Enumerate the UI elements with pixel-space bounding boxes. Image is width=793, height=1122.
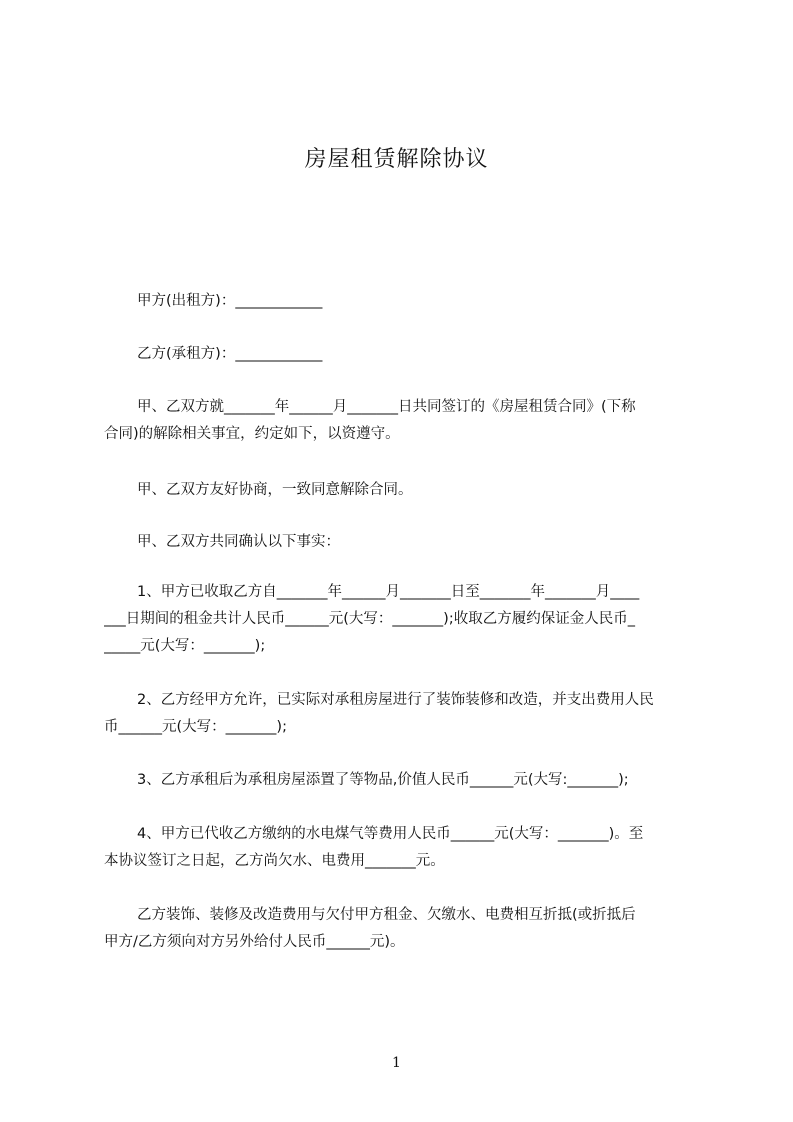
item-3-line: 3、乙方承租后为承租房屋添置了等物品,价值人民币______元(大写:_______); [137, 772, 629, 788]
item-4-line-1: 4、甲方已代收乙方缴纳的水电煤气等费用人民币______元(大写：_______)。至 [137, 826, 644, 842]
intro-line-1: 甲、乙双方就_______年______月_______日共同签订的《房屋租赁合同》(下称 [137, 399, 636, 415]
confirm-line: 甲、乙双方共同确认以下事实： [137, 534, 340, 550]
offset-line-2: 甲方/乙方须向对方另外给付人民币______元)。 [104, 934, 405, 950]
item-2-line-1: 2、乙方经甲方允许，已实际对承租房屋进行了装饰装修和改造，并支出费用人民 [137, 692, 654, 708]
item-1-line-1: 1、甲方已收取乙方自_______年______月_______日至_______年_______月____ [137, 584, 640, 600]
item-1-line-3: _____元(大写：_______); [104, 638, 266, 654]
party-b-line: 乙方(承租方)：____________ [137, 346, 323, 362]
item-4-line-2: 本协议签订之日起，乙方尚欠水、电费用_______元。 [104, 853, 445, 869]
offset-line-1: 乙方装饰、装修及改造费用与欠付甲方租金、欠缴水、电费相互折抵(或折抵后 [137, 907, 636, 923]
document-title: 房屋租赁解除协议 [304, 147, 489, 172]
item-1-line-2: ___日期间的租金共计人民币______元(大写：_______);收取乙方履约保证金人民币_ [104, 611, 635, 627]
item-2-line-2: 币______元(大写：_______); [104, 719, 287, 735]
agreement-line: 甲、乙双方友好协商，一致同意解除合同。 [137, 482, 413, 498]
intro-line-2: 合同)的解除相关事宜，约定如下，以资遵守。 [104, 426, 400, 442]
party-a-line: 甲方(出租方)：____________ [137, 293, 323, 309]
page-number: 1 [392, 1055, 401, 1071]
